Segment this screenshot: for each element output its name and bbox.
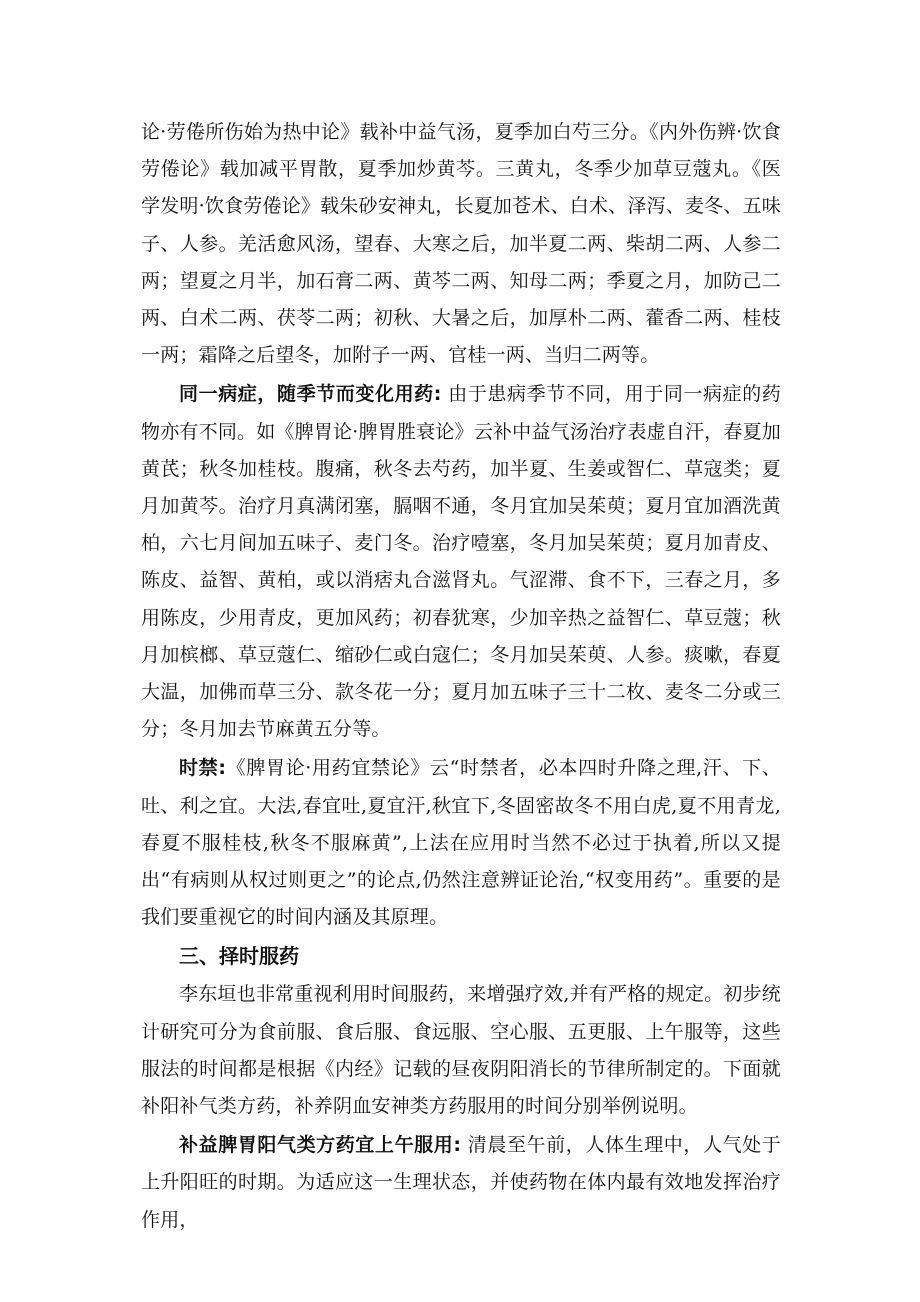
paragraph-lead-heading: 同一病症，随季节而变化用药: [179,383,442,406]
paragraph-timed-medication: 李东垣也非常重视利用时间服药，来增强疗效,并有严格的规定。初步统计研究可分为食前服、食后服、食远服、空心服、五更服、上午服等，这些服法的时间都是根据《内经》记载的昼夜阴阳消长的节律所制定的。下面就补阳补气类方药，补养阴血安神类方药服用的时间分别举例说明。 [141,983,781,1118]
paragraph-lead-heading: 时禁: [179,757,227,780]
paragraph-seasonal-formulas: 论·劳倦所伤始为热中论》载补中益气汤，夏季加白芍三分。《内外伤辨·饮食劳倦论》载加减平胃散，夏季加炒黄芩。三黄丸，冬季少加草豆蔻丸。《医学发明·饮食劳倦论》载朱砂安神丸，长夏加苍术、白术、泽泻、麦冬、五味子、人参。羌活愈风汤，望春、大寒之后，加半夏二两、柴胡二两、人参二两；望夏之月半，加石膏二两、黄芩二两、知母二两；季夏之月，加防己二两、白术二两、茯苓二两；初秋、大暑之后，加厚朴二两、藿香二两、桂枝一两；霜降之后望冬，加附子一两、官桂一两、当归二两等。 [141,121,781,367]
paragraph-body: 由于患病季节不同，用于同一病症的药物亦有不同。如《脾胃论·脾胃胜衰论》云补中益气汤治疗表虚自汗，春夏加黄芪；秋冬加桂枝。腹痛，秋冬去芍药，加半夏、生姜或智仁、草寇类；夏月加黄芩。治疗月真满闭塞，膈咽不通，冬月宜加吴茱萸；夏月宜加酒洗黄柏，六七月间加五味子、麦门冬。治疗噎塞，冬月加吴茱萸；夏月加青皮、陈皮、益智、黄柏，或以消痞丸合滋肾丸。气涩滞、食不下，三春之月，多用陈皮，少用青皮，更加风药；初春犹寒，少加辛热之益智仁、草豆蔻；秋月加槟榔、草豆蔻仁、缩砂仁或白寇仁；冬月加吴茱萸、人参。痰嗽，春夏大温，加佛而草三分、款冬花一分；夏月加五味子三十二枚、麦冬二分或三分；冬月加去节麻黄五分等。 [141,383,782,741]
paragraph-body: 清晨至午前，人体生理中，人气处于上升阳旺的时期。为适应这一生理状态，并使药物在体内最有效地发挥治疗作用， [141,1134,781,1231]
paragraph-morning-dosing [141,1127,781,1239]
document-page [141,114,781,1239]
paragraph-lead-heading: 补益脾胃阳气类方药宜上午服用: [179,1134,462,1157]
paragraph-time-prohibitions [141,750,781,936]
section-heading: 三、择时服药 [179,944,299,969]
paragraph-same-disease-seasonal [141,376,781,748]
paragraph-body: 《脾胃论·用药宜禁论》云“时禁者，必本四时升降之理,汗、下、吐、利之宜。大法,春宜吐,夏宜汗,秋宜下,冬固密故冬不用白虎,夏不用青龙,春夏不服桂枝,秋冬不服麻黄”,上法在应用时当然不必过于执着,所以又提出“有病则从权过则更之”的论点,仍然注意辨证论治,“权变用药”。重要的是我们要重视它的时间内涵及其原理。 [141,757,781,929]
